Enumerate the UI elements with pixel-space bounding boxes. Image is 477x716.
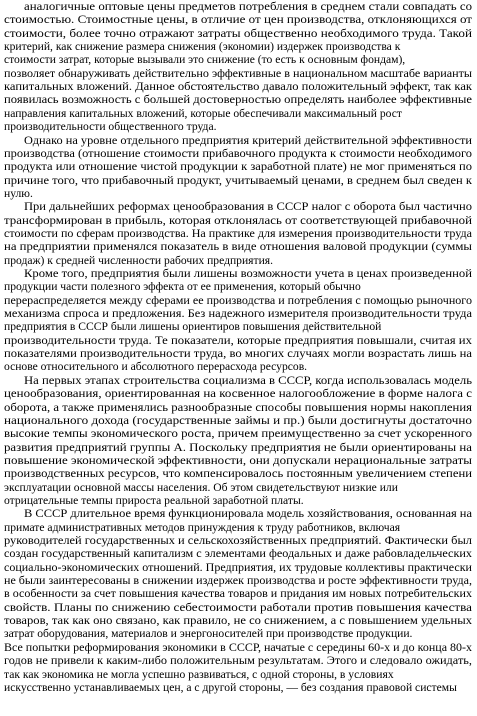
text-line: трансформирован в прибыль, которая отклонялась от соответствующей прибавочной <box>4 213 473 227</box>
text-line: капитальных вложений. Данное обстоятельство давало положительный эффект, так как <box>4 80 472 94</box>
text-line: производственных ресурсов, что компенсировалось постоянным увеличением степени <box>4 467 473 481</box>
text-line: производительности труда. Те показатели, которые предприятия повышали, считая их <box>4 333 472 347</box>
text-line: критерий, как снижение размера снижения (экономии) издержек производства к <box>4 40 401 54</box>
text-line: производства (отношение стоимости прибавочного продукта к стоимости необходимого <box>4 146 472 160</box>
text-line: оборота, а также применялись разнообразные способы повышения нормы накопления <box>4 400 473 414</box>
text-line: свойств. Планы по снижению себестоимости работали против повышения качества <box>4 600 473 614</box>
text-line: ценообразования, ориентированная на косвенное налогообложение в форме налога с <box>4 387 473 401</box>
text-line: высокие темпы экономического роста, причем преимущественно за счет ускоренного <box>4 427 473 441</box>
text-line: на предприятии применялся показатель в виде отношения валовой продукции (суммы <box>4 240 472 254</box>
text-line: в особенности за счет повышения качества товаров и придания им новых потребительских <box>4 587 472 601</box>
text-line: направления капитальных вложений, которые обеспечивали максимальный рост <box>4 106 402 120</box>
text-line: национального дохода (государственные займы и пр.) были достигнуты достаточно <box>4 413 472 427</box>
text-line: затрат оборудования, материалов и энергоносителей при производстве продукции. <box>4 627 413 641</box>
text-line: показателями производительности труда, во многих случаях могли возрастать лишь на <box>4 347 472 361</box>
text-line: развития предприятий группы А. Поскольку предприятия не были ориентированы на <box>4 440 472 454</box>
text-line: При дальнейших реформах ценообразования в СССР налог с оборота был частично <box>24 200 473 214</box>
text-line: отрицательные темпы прироста реальной заработной платы. <box>4 493 304 507</box>
text-line: искусственно устанавливаемых цен, а с другой стороны, — без создания правовой системы <box>4 680 457 694</box>
text-line: механизма спроса и предложения. Без надежного измерителя производительности труда <box>4 307 472 321</box>
text-line: основе относительного и абсолютного перерасхода ресурсов. <box>4 360 308 374</box>
text-line: производительности общественного труда. <box>4 120 217 134</box>
text-line: товаров, так как оно связано, как правило, не со снижением, а с повышением удельных <box>4 614 473 628</box>
text-line: стоимостью. Стоимостные цены, в отличие от цен производства, отклоняющихся от <box>4 13 473 27</box>
text-line: стоимости по сферам производства. На практике для измерения производительности труда <box>4 226 472 240</box>
text-line: Однако на уровне отдельного предприятия критерий действительной эффективности <box>24 133 472 147</box>
text-line: позволяет обнаруживать действительно эффективные в национальном масштабе варианты <box>4 66 472 80</box>
text-line: появилась возможность с большей достоверностью определять наиболее эффективные <box>4 93 472 107</box>
text-line: В СССР длительное время функционировала модель хозяйствования, основанная на <box>24 507 473 521</box>
text-line: Все попытки реформирования экономики в СССР, начатые с середины 60-х и до конца 80-х <box>4 640 473 654</box>
text-line: стоимости, более точно отражают затраты общественно необходимого труда. Такой <box>4 26 472 40</box>
text-line: На первых этапах строительства социализма в СССР, когда использовалась модель <box>24 373 473 387</box>
text-line: создан государственный капитализм с элементами феодальных и даже рабовладельческих <box>4 547 473 561</box>
text-line: продукта или отношение чистой продукции к заработной плате) не мог применяться по <box>4 160 472 174</box>
text-line: нулю. <box>4 186 33 200</box>
text-line: стоимости затрат, которые вызывали это снижение (то есть к основным фондам), <box>4 53 406 67</box>
text-line: аналогичные оптовые цены предметов потребления в среднем стали совпадать со <box>24 0 473 13</box>
text-line: причине того, что прибавочный продукт, учитываемый ценами, в среднем был сведен к <box>4 173 473 187</box>
text-line: не были заинтересованы в снижении издержек производства и росте эффективности труда, <box>4 574 473 588</box>
text-line: так как экономика не могла успешно развиваться, с одной стороны, в условиях <box>4 667 394 681</box>
text-line: перераспределяется между сферами ее производства и потребления с помощью рыночного <box>4 293 472 307</box>
text-line: продаж) к средней численности рабочих предприятия. <box>4 253 274 267</box>
text-line: социально-экономических отношений. Предприятия, их трудовые коллективы практически <box>4 560 472 574</box>
text-line: повышение экономической эффективности, они допускали нерациональные затраты <box>4 453 472 467</box>
text-line: эксплуатации основной массы населения. Об этом свидетельствуют низкие или <box>4 480 398 494</box>
text-line: руководителей государственных и сельскохозяйственных предприятий. Фактически был <box>4 534 472 547</box>
text-line: продукции части полезного эффекта от ее применения, который обычно <box>4 280 361 294</box>
text-line: предприятия в СССР были лишены ориентиров повышения действительной <box>4 320 382 334</box>
text-line: годов не привели к каким-либо положительным результатам. Этого и следовало ожидать, <box>4 654 472 668</box>
text-line: Кроме того, предприятия были лишены возможности учета в ценах произведенной <box>24 267 472 280</box>
text-line: примате административных методов принуждения к труду работников, включая <box>4 520 401 534</box>
